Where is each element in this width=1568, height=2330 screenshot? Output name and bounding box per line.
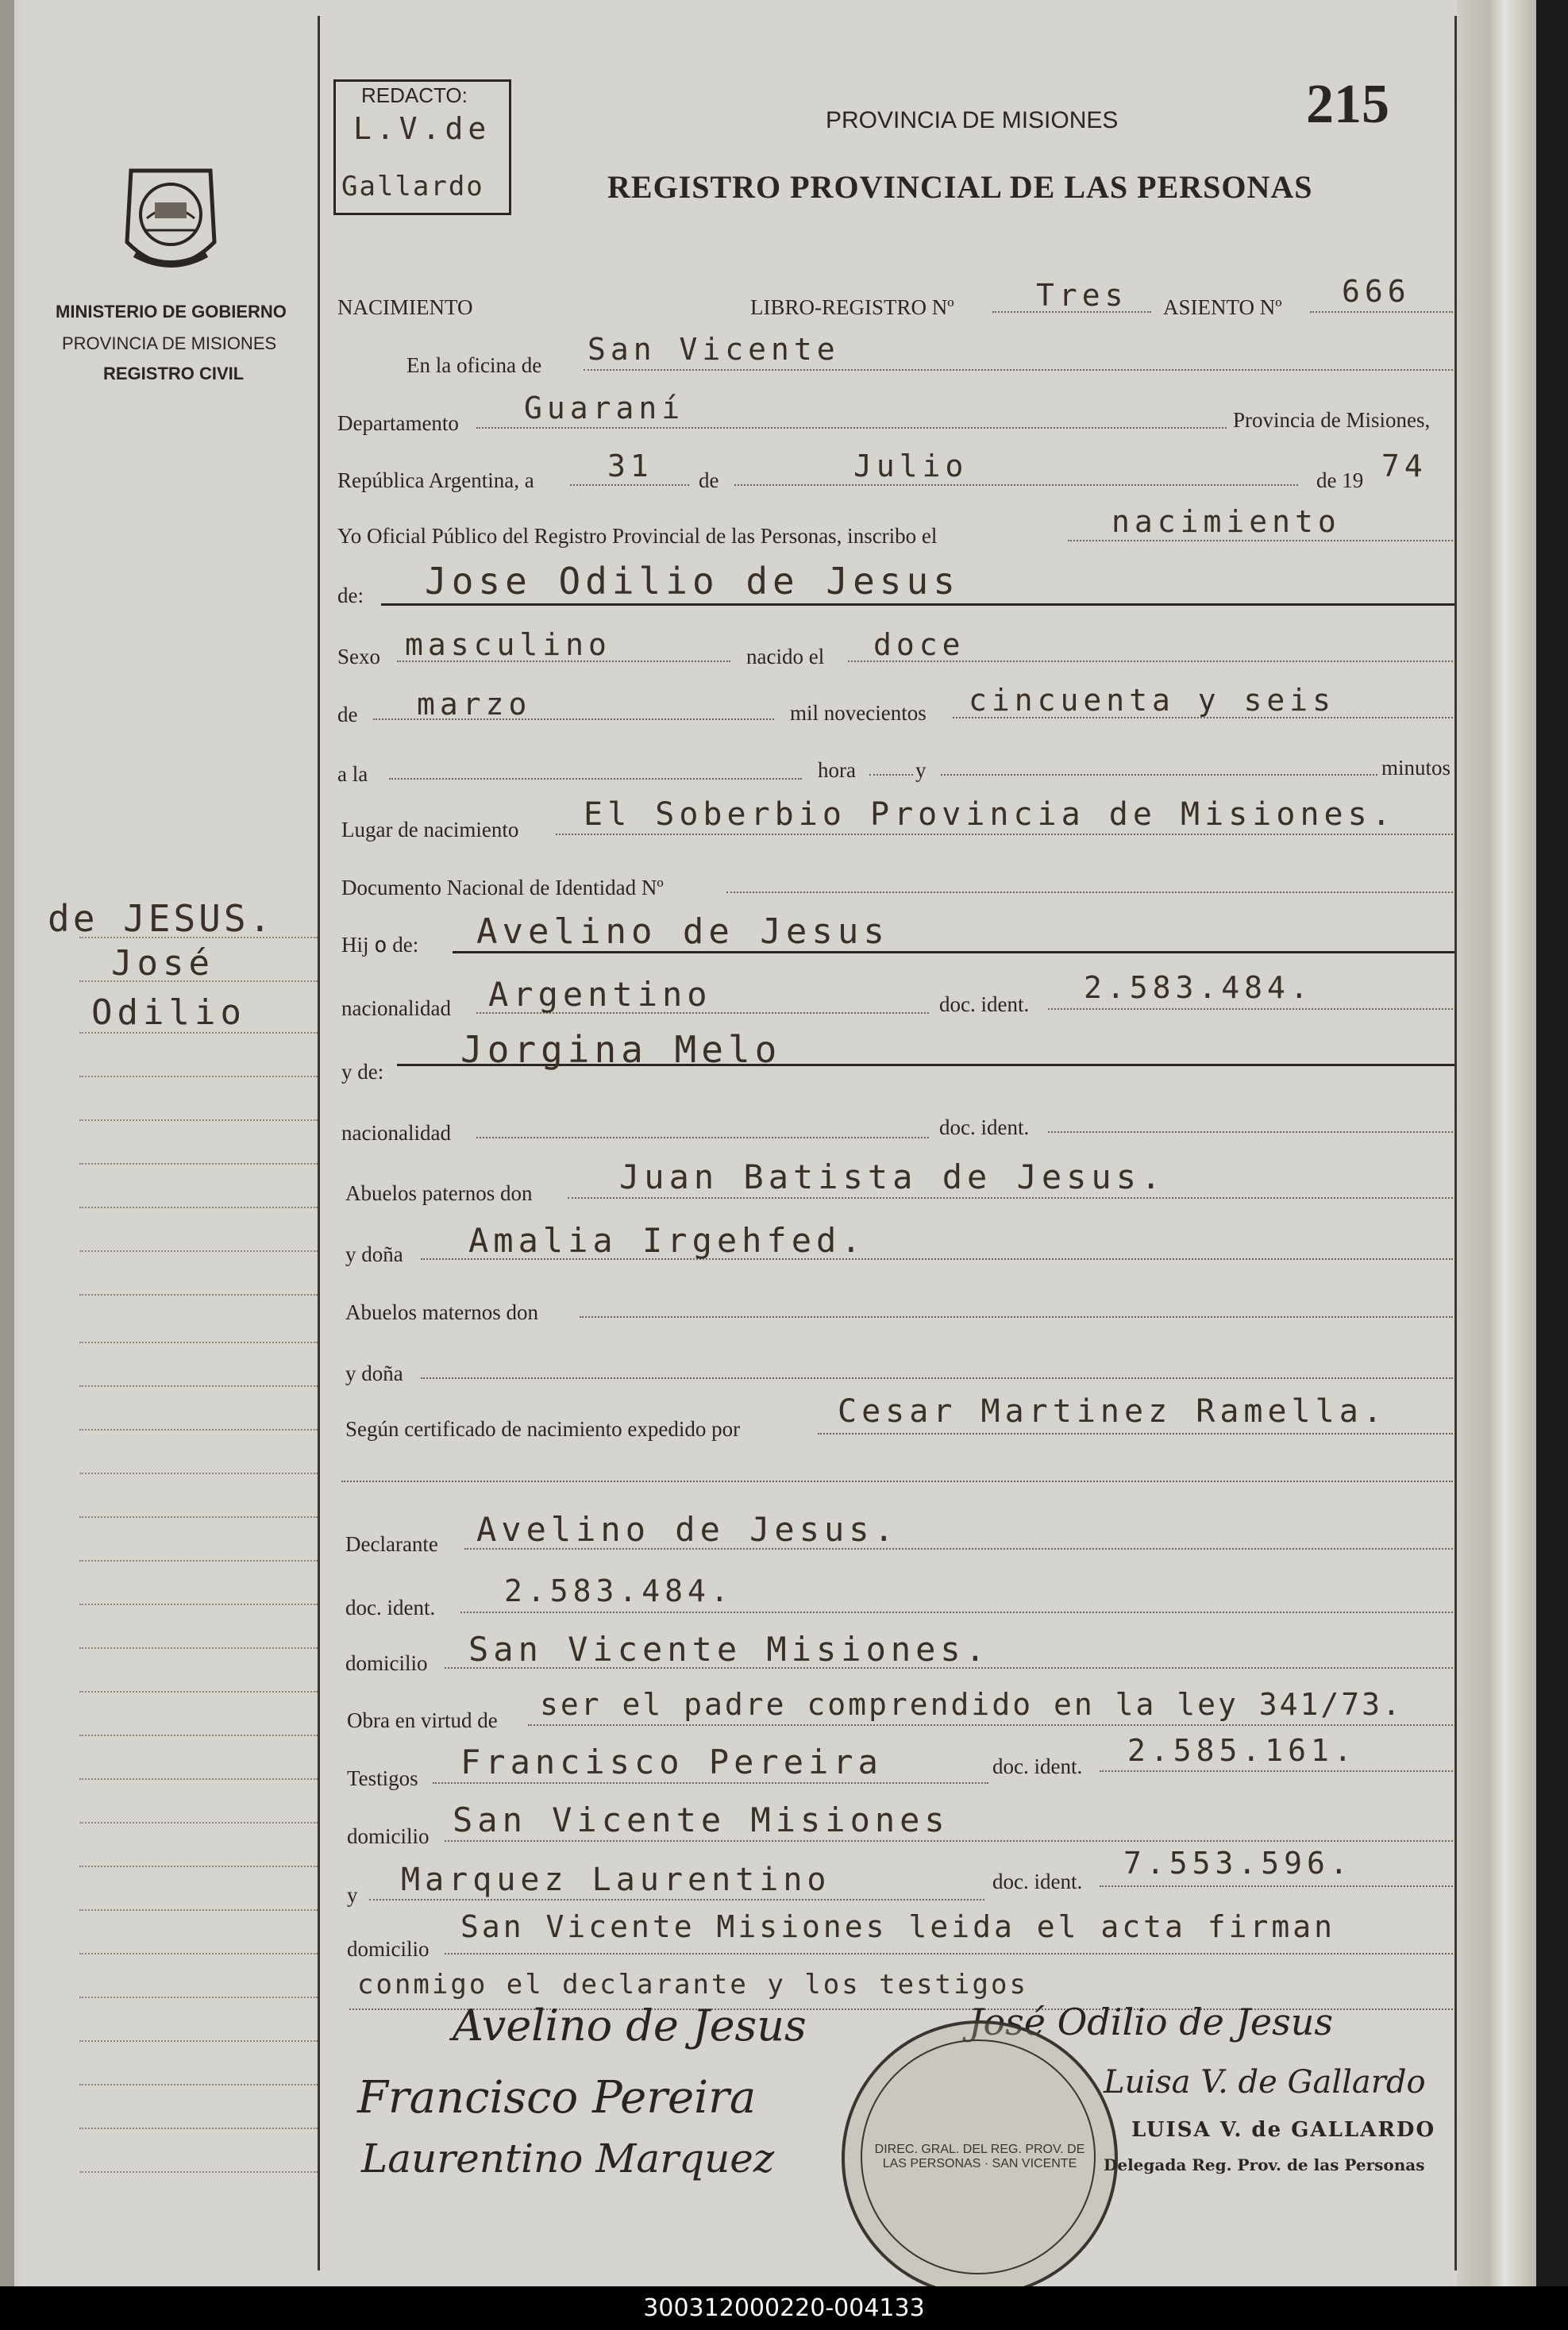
y-dona-label-2: y doña: [345, 1361, 403, 1385]
testigo1-doc-line: [1100, 1770, 1453, 1772]
dni-line: [726, 892, 1453, 893]
day-line: [570, 484, 689, 486]
declarante-doc: 2.583.484.: [504, 1573, 734, 1608]
signature-official: Luisa V. de Gallardo: [1104, 2064, 1426, 2101]
certificado-value: Cesar Martinez Ramella.: [838, 1393, 1387, 1430]
libro-value: Tres: [1036, 278, 1128, 313]
certificado-line: [818, 1433, 1453, 1435]
declarante-value: Avelino de Jesus.: [476, 1510, 899, 1549]
testigo1-dom-line: [445, 1840, 1453, 1842]
redacto-name-2: Gallardo: [341, 171, 484, 202]
margin-first-name: José: [111, 943, 214, 984]
hour-line-2: [869, 774, 913, 776]
mil-label: mil novecientos: [790, 701, 927, 725]
margin-surname: de JESUS.: [48, 897, 275, 940]
a-la-label: a la: [337, 762, 368, 786]
margin-rule-line: [79, 1429, 318, 1431]
obra-line: [528, 1724, 1453, 1726]
father-nationality: Argentino: [488, 975, 712, 1014]
abuela-m-line: [421, 1377, 1453, 1379]
seal-text: DIREC. GRAL. DEL REG. PROV. DE LAS PERSONAS · SAN VICENTE: [874, 2143, 1085, 2170]
signature-registrant: José Odilio de Jesus: [969, 2001, 1333, 2043]
book-spine: [0, 0, 14, 2286]
y-label-2: y: [347, 1883, 358, 1907]
blank-line: [341, 1481, 1453, 1482]
registry-title: REGISTRO PROVINCIAL DE LAS PERSONAS: [607, 169, 1313, 205]
abuelo-p-line: [568, 1197, 1453, 1199]
margin-rule-line: [79, 980, 318, 982]
day-value: 31: [607, 449, 653, 483]
margin-rule: [318, 16, 320, 2270]
official-seal-icon: [842, 2020, 1118, 2297]
nacionalidad-label-2: nacionalidad: [341, 1121, 451, 1145]
margin-rule-line: [79, 2128, 318, 2129]
domicilio-label-3: domicilio: [347, 1937, 430, 1961]
oficial-text: Yo Oficial Público del Registro Provincial de las Personas, inscribo el: [337, 524, 938, 548]
margin-rule-line: [79, 1207, 318, 1208]
sexo-value: masculino: [405, 627, 611, 662]
paternal-grandfather: Juan Batista de Jesus.: [619, 1157, 1166, 1196]
testigos-label: Testigos: [347, 1766, 418, 1790]
testigo2-doc-line: [1100, 1885, 1453, 1887]
margin-rule-line: [79, 937, 318, 938]
testigo2-doc: 7.553.596.: [1123, 1846, 1353, 1881]
father-name: Avelino de Jesus: [476, 911, 889, 952]
stamp-name: LUISA V. de GALLARDO: [1131, 2118, 1436, 2142]
right-rule: [1454, 16, 1457, 2270]
margin-rule-line: [79, 1294, 318, 1296]
asiento-line: [1310, 311, 1453, 313]
margin-rule-line: [79, 1822, 318, 1824]
doc-ident-label-4: doc. ident.: [992, 1754, 1083, 1778]
oficina-label: En la oficina de: [406, 353, 542, 377]
stamp-title: Delegada Reg. Prov. de las Personas: [1104, 2155, 1425, 2174]
minutos-label: minutos: [1381, 756, 1451, 780]
asiento-value: 666: [1342, 274, 1411, 309]
margin-rule-line: [79, 1866, 318, 1867]
page-edge: [1457, 0, 1536, 2286]
father-doc: 2.583.484.: [1084, 970, 1313, 1005]
mother-name: Jorgina Melo: [460, 1028, 782, 1071]
birth-year-value: cincuenta y seis: [969, 683, 1336, 718]
declarante-label: Declarante: [345, 1532, 438, 1556]
margin-rule-line: [79, 2084, 318, 2085]
testigo2-line: [369, 1899, 984, 1901]
testigo2-name: Marquez Laurentino: [401, 1862, 831, 1898]
redacto-name-1: L.V.de: [353, 111, 491, 146]
nacido-value: doce: [873, 627, 965, 662]
y-dona-label: y doña: [345, 1242, 403, 1266]
asiento-label: ASIENTO Nº: [1163, 295, 1282, 319]
hour-line: [389, 778, 802, 780]
margin-rule-line: [79, 1032, 318, 1034]
dni-label: Documento Nacional de Identidad Nº: [341, 876, 664, 899]
margin-rule-line: [79, 1909, 318, 1911]
y-label: y: [915, 758, 927, 782]
oficina-line: [584, 369, 1453, 371]
lugar-label: Lugar de nacimiento: [341, 818, 519, 841]
signature-testigo-1: Francisco Pereira: [357, 2072, 757, 2124]
image-id-footer: 300312000220-004133: [0, 2286, 1568, 2330]
margin-rule-line: [79, 1560, 318, 1562]
hijo-label: [341, 933, 418, 957]
margin-rule-line: [79, 1735, 318, 1736]
hijo-label-part-2: de:: [392, 933, 419, 957]
mother-doc-line: [1048, 1131, 1453, 1133]
margin-second-name: Odilio: [91, 992, 246, 1033]
declarante-dom: San Vicente Misiones.: [468, 1630, 991, 1669]
departamento-line: [476, 427, 1227, 429]
margin-rule-line: [79, 1691, 318, 1693]
ministry-line-3: REGISTRO CIVIL: [103, 364, 245, 383]
republica-label: República Argentina, a: [337, 468, 534, 492]
emblem-icon: [115, 155, 226, 286]
departamento-label: Departamento: [337, 411, 459, 435]
margin-rule-line: [79, 2040, 318, 2042]
abuelos-paternos-label: Abuelos paternos don: [345, 1181, 533, 1205]
month-line: [734, 484, 1298, 486]
record-type: NACIMIENTO: [337, 295, 473, 319]
birth-de-label: de: [337, 703, 358, 726]
testigo1-line: [433, 1782, 988, 1784]
testigo1-name: Francisco Pereira: [460, 1743, 883, 1781]
lugar-value: El Soberbio Provincia de Misiones.: [584, 796, 1396, 833]
margin-rule-line: [79, 1473, 318, 1474]
margin-rule-line: [79, 2171, 318, 2173]
name-de-label: de:: [337, 583, 364, 607]
obra-value: ser el padre comprendido en la ley 341/73.: [540, 1687, 1403, 1722]
closing-text: conmigo el declarante y los testigos: [357, 1969, 1028, 2001]
ministry-line-2: PROVINCIA DE MISIONES: [62, 333, 277, 353]
testigo1-dom: San Vicente Misiones: [453, 1800, 950, 1839]
margin-rule-line: [79, 1953, 318, 1955]
margin-rule-line: [79, 1250, 318, 1252]
oficina-value: San Vicente: [588, 332, 840, 367]
testigo2-dom-line: [445, 1953, 1453, 1955]
abuelo-m-line: [580, 1316, 1453, 1318]
de-label: de: [699, 468, 719, 492]
doc-ident-label: doc. ident.: [939, 992, 1030, 1016]
mother-nat-line: [476, 1137, 929, 1138]
hora-label: hora: [818, 758, 856, 782]
mother-label: y de:: [341, 1060, 384, 1084]
year-value: 74: [1381, 449, 1427, 483]
departamento-value: Guaraní: [524, 391, 685, 426]
margin-rule-line: [79, 1163, 318, 1165]
page-number: 215: [1306, 74, 1389, 135]
signature-declarante: Avelino de Jesus: [453, 2001, 807, 2051]
year-label: de 19: [1316, 468, 1364, 492]
redacto-label: REDACTO:: [361, 83, 468, 107]
registered-name: Jose Odilio de Jesus: [425, 560, 960, 603]
oficial-line: [1068, 540, 1453, 541]
margin-rule-line: [79, 1119, 318, 1121]
declarante-doc-line: [460, 1612, 1453, 1613]
nacionalidad-label: nacionalidad: [341, 996, 451, 1020]
margin-rule-line: [79, 1076, 318, 1077]
hijo-gender-mark: o: [374, 933, 387, 957]
margin-rule-line: [79, 1778, 318, 1780]
doc-ident-label-2: doc. ident.: [939, 1115, 1030, 1139]
testigo1-doc: 2.585.161.: [1127, 1733, 1357, 1768]
libro-label: LIBRO-REGISTRO Nº: [750, 295, 954, 319]
nacido-label: nacido el: [746, 645, 825, 668]
ministry-line-1: MINISTERIO DE GOBIERNO: [56, 302, 287, 322]
birth-month-value: marzo: [417, 687, 532, 722]
provincia-suffix: Provincia de Misiones,: [1233, 408, 1431, 432]
testigo2-dom: San Vicente Misiones leida el acta firman: [460, 1909, 1335, 1944]
domicilio-label-2: domicilio: [347, 1824, 430, 1848]
margin-rule-line: [79, 1516, 318, 1518]
father-doc-line: [1048, 1008, 1453, 1010]
margin-rule-line: [79, 1604, 318, 1605]
margin-rule-line: [79, 1342, 318, 1343]
name-line: [381, 603, 1454, 606]
signature-testigo-2: Laurentino Marquez: [361, 2136, 775, 2182]
lugar-line: [556, 834, 1453, 835]
minutes-line: [941, 774, 1377, 776]
oficial-value: nacimiento: [1111, 504, 1341, 539]
obra-label: Obra en virtud de: [347, 1708, 498, 1732]
margin-rule-line: [79, 1997, 318, 1998]
certificado-label: Según certificado de nacimiento expedido por: [345, 1417, 741, 1441]
doc-ident-label-5: doc. ident.: [992, 1870, 1083, 1893]
abuelos-maternos-label: Abuelos maternos don: [345, 1300, 538, 1324]
domicilio-label: domicilio: [345, 1651, 428, 1675]
month-value: Julio: [853, 449, 969, 483]
margin-rule-line: [79, 1647, 318, 1649]
hijo-label-part-1: Hij: [341, 933, 369, 957]
province-header: PROVINCIA DE MISIONES: [826, 107, 1119, 133]
margin-rule-line: [79, 1385, 318, 1387]
paternal-grandmother: Amalia Irgehfed.: [468, 1221, 866, 1260]
doc-ident-label-3: doc. ident.: [345, 1596, 436, 1619]
sexo-label: Sexo: [337, 645, 380, 668]
